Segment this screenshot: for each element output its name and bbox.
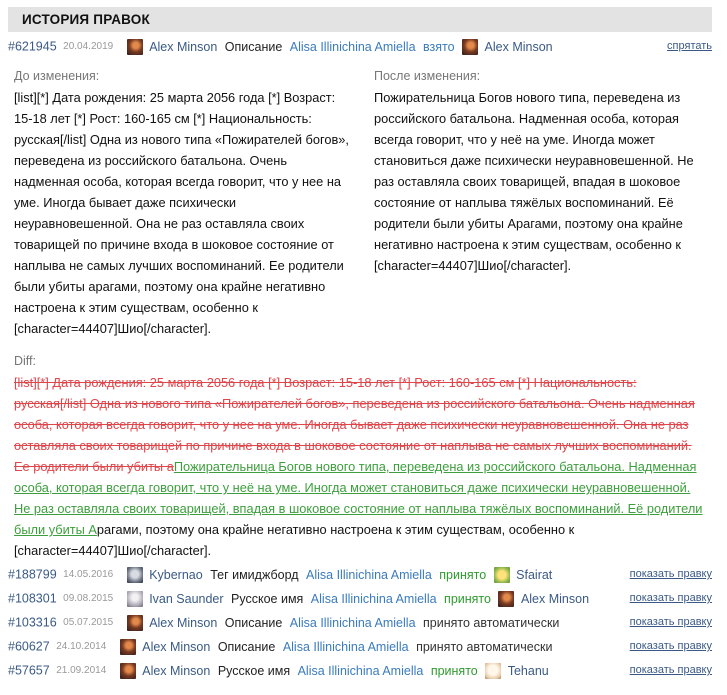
diff-block: [14, 351, 704, 561]
target-character-link[interactable]: Alisa Illinichina Amiella: [289, 39, 416, 54]
author-avatar[interactable]: [127, 615, 143, 631]
history-entry: [8, 564, 712, 584]
author-avatar[interactable]: [127, 567, 143, 583]
section-title: ИСТОРИЯ ПРАВОК: [8, 7, 712, 32]
edit-date: 21.09.2014: [56, 664, 107, 676]
target-character-link[interactable]: Alisa Illinichina Amiella: [297, 663, 424, 678]
history-entry: [8, 660, 712, 680]
edit-id-link[interactable]: #60627: [8, 639, 50, 654]
moderator-avatar[interactable]: [494, 567, 510, 583]
edit-date: 09.08.2015: [63, 592, 114, 604]
edit-status: принято автоматически: [416, 639, 553, 654]
moderator-link[interactable]: Tehanu: [507, 663, 549, 678]
moderator-link[interactable]: Alex Minson: [484, 39, 553, 54]
after-change-column: [374, 66, 709, 276]
after-change-text: Пожирательница Богов нового типа, переведена из российского батальона. Надменная особа, которая всегда говорит, что у неё на уме. Иногда может становиться даже психически неуравновешенной. Не раз оставляла своих товарищей, впадая в шоковое состояние от наплыва тяжёлых воспоминаний. Её родители были убиты Арагами, поэтому она крайне негативно настроена к этим существам, особенно к [character=44407]Шио[/character].: [374, 90, 694, 273]
edited-field: Описание: [217, 639, 276, 654]
show-edit-link[interactable]: показать правку: [629, 568, 712, 580]
edit-date: 24.10.2014: [56, 640, 107, 652]
author-link[interactable]: Alex Minson: [142, 663, 211, 678]
before-change-label: До изменения:: [14, 69, 100, 83]
history-entry: [8, 612, 712, 632]
edit-date: 05.07.2015: [63, 616, 114, 628]
edit-id-link[interactable]: #108301: [8, 591, 57, 606]
edit-id-link[interactable]: #621945: [8, 39, 57, 54]
show-edit-link[interactable]: показать правку: [629, 592, 712, 604]
author-avatar[interactable]: [120, 639, 136, 655]
edit-status: принято: [444, 591, 491, 606]
moderator-avatar[interactable]: [498, 591, 514, 607]
moderator-avatar[interactable]: [462, 39, 478, 55]
author-link[interactable]: Alex Minson: [149, 39, 218, 54]
author-link[interactable]: Alex Minson: [142, 639, 211, 654]
moderator-avatar[interactable]: [485, 663, 501, 679]
edit-id-link[interactable]: #57657: [8, 663, 50, 678]
edited-field: Описание: [224, 615, 283, 630]
target-character-link[interactable]: Alisa Illinichina Amiella: [306, 567, 432, 582]
diff-unchanged-text: рагами, поэтому она крайне негативно настроена к этим существам, особенно к [character=44407]Шио[/character].: [14, 522, 575, 558]
author-avatar[interactable]: [120, 663, 136, 679]
target-character-link[interactable]: Alisa Illinichina Amiella: [289, 615, 416, 630]
history-entry: [8, 588, 712, 608]
moderator-link[interactable]: Alex Minson: [520, 591, 590, 606]
edited-field: Тег имиджборд: [210, 567, 299, 582]
history-entry: [8, 636, 712, 656]
show-edit-link[interactable]: показать правку: [629, 640, 712, 652]
edit-date: 14.05.2016: [63, 568, 114, 580]
after-change-label: После изменения:: [374, 69, 481, 83]
edited-field: Описание: [224, 39, 283, 54]
author-avatar[interactable]: [127, 591, 143, 607]
author-link[interactable]: Kybernao: [149, 567, 203, 582]
author-link[interactable]: Alex Minson: [149, 615, 218, 630]
show-edit-link[interactable]: показать правку: [629, 664, 712, 676]
edit-date: 20.04.2019: [63, 40, 114, 52]
edit-status: принято: [430, 663, 478, 678]
before-change-text: [list][*] Дата рождения: 25 марта 2056 года [*] Возраст: 15-18 лет [*] Рост: 160-165 см [*] Национальность: русская[/list] Одна из нового типа «Пожирателей богов», переведена из российского батальона. Очень надменная особа, которая всегда говорит, что у нее на уме. Иногда бывает даже психически неуравновешенной. Она не раз оставляла своих товарищей по причине входа в шоковое состояние от наплыва не самых лучших воспоминаний. Ее родители были убиты арагами, поэтому она крайне негативно настроена к этим существам, особенно к [character=44407]Шио[/character].: [14, 90, 349, 336]
edit-id-link[interactable]: #188799: [8, 567, 57, 582]
diff-deleted-text: [list][*] Дата рождения: 25 марта 2056 года [*] Возраст: 15-18 лет [*] Рост: 160-165 см [*] Национальность: русская[/list] Одна из нового типа «Пожирателей богов», переведена из российского батальона. Очень надменная особа, которая всегда говорит, что у нее на уме. Иногда бывает даже психически неуравновешенной. Она не раз оставляла своих товарищей по причине входа в шоковое состояние от наплыва не самых лучших воспоминаний. Ее родители были убиты а: [14, 375, 695, 474]
show-edit-link[interactable]: показать правку: [629, 616, 712, 628]
diff-inserted-text: Пожирательница Богов нового типа, переведена из российского батальона. Надменная особа, которая всегда говорит, что у неё на уме. Иногда может становиться даже психически неуравновешенной. Не раз оставляла своих товарищей, впадая в шоковое состояние от наплыва тяжёлых воспоминаний. Её родители были убиты А: [14, 459, 703, 537]
before-change-column: [14, 66, 349, 339]
edit-status: принято: [439, 567, 487, 582]
target-character-link[interactable]: Alisa Illinichina Amiella: [310, 591, 437, 606]
edited-field: Русское имя: [217, 663, 291, 678]
edit-status: взято: [423, 39, 455, 54]
target-character-link[interactable]: Alisa Illinichina Amiella: [282, 639, 409, 654]
edit-id-link[interactable]: #103316: [8, 615, 57, 630]
moderator-link[interactable]: Sfairat: [516, 567, 553, 582]
edited-field: Русское имя: [231, 591, 304, 606]
edit-status: принято автоматически: [423, 615, 560, 630]
history-entry-expanded: [8, 36, 712, 56]
hide-edit-link[interactable]: спрятать: [667, 40, 712, 52]
author-link[interactable]: Ivan Saunder: [149, 591, 224, 606]
author-avatar[interactable]: [127, 39, 143, 55]
diff-label: Diff:: [14, 354, 36, 368]
